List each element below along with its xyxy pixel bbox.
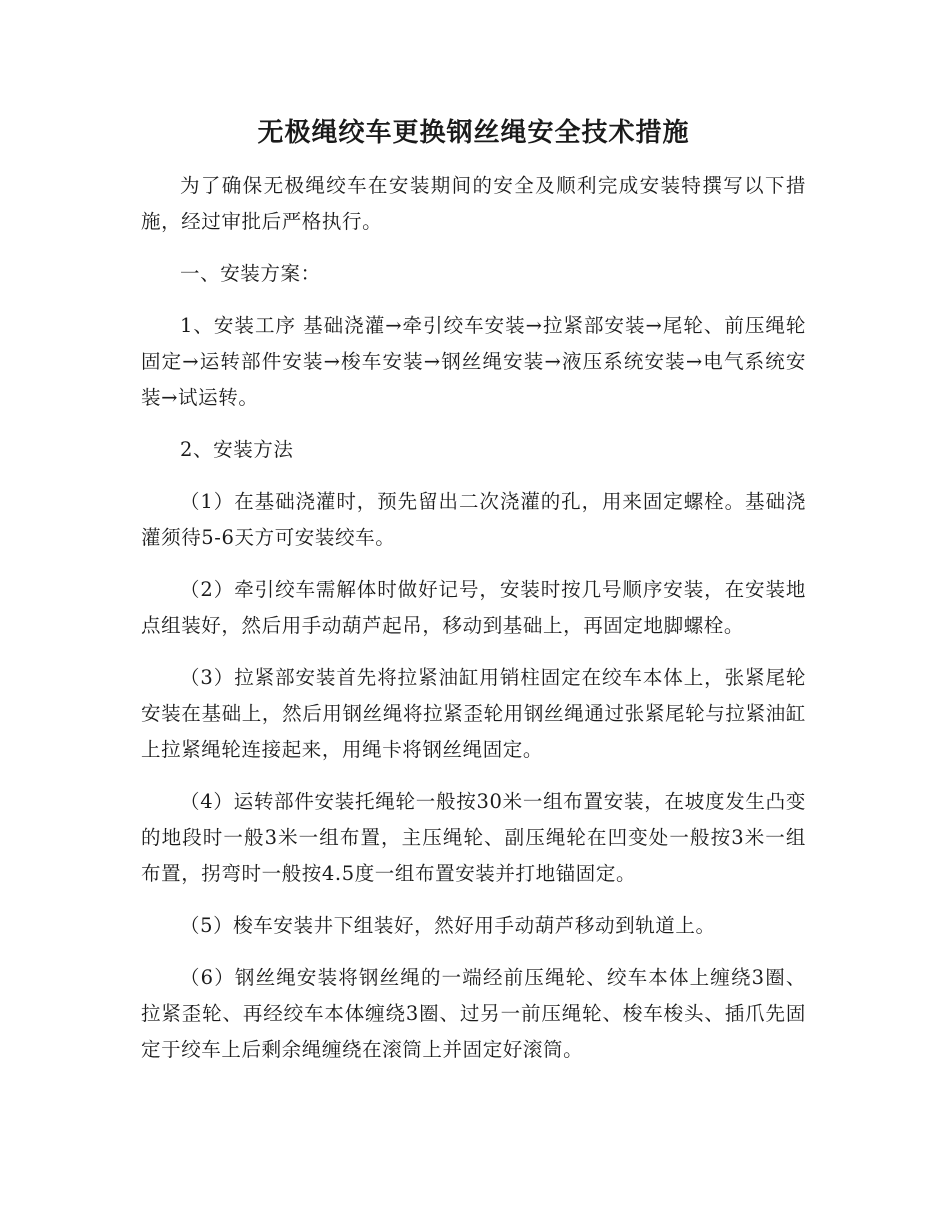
method-item-2: （2）牵引绞车需解体时做好记号，安装时按几号顺序安装，在安装地点组装好，然后用手动葫芦起吊，移动到基础上，再固定地脚螺栓。: [141, 578, 806, 637]
installation-procedure-paragraph: 1、安装工序 基础浇灌→牵引绞车安装→拉紧部安装→尾轮、前压绳轮固定→运转部件安装→梭车安装→钢丝绳安装→液压系统安装→电气系统安装→试运转。: [141, 314, 806, 409]
method-item-3: （3）拉紧部安装首先将拉紧油缸用销柱固定在绞车本体上，张紧尾轮安装在基础上，然后用钢丝绳将拉紧歪轮用钢丝绳通过张紧尾轮与拉紧油缸上拉紧绳轮连接起来，用绳卡将钢丝绳固定。: [141, 666, 806, 761]
section-heading-installation-plan: 一、安装方案：: [180, 262, 321, 285]
document-body: [141, 112, 806, 1068]
method-item-4: （4）运转部件安装托绳轮一般按30米一组布置安装，在坡度发生凸变的地段时一般3米一组布置，主压绳轮、副压绳轮在凹变处一般按3米一组布置，拐弯时一般按4.5度一组布置安装并打地锚固定。: [141, 790, 806, 885]
installation-method-heading: 2、安装方法: [180, 438, 294, 461]
document-title: 无极绳绞车更换钢丝绳安全技术措施: [257, 118, 690, 148]
method-item-6: （6）钢丝绳安装将钢丝绳的一端经前压绳轮、绞车本体上缠绕3圈、拉紧歪轮、再经绞车本体缠绕3圈、过另一前压绳轮、梭车梭头、插爪先固定于绞车上后剩余绳缠绕在滚筒上并固定好滚筒。: [141, 966, 806, 1061]
method-item-5: （5）梭车安装井下组装好，然好用手动葫芦移动到轨道上。: [180, 914, 716, 937]
method-item-1: （1）在基础浇灌时，预先留出二次浇灌的孔，用来固定螺栓。基础浇灌须待5-6天方可安装绞车。: [141, 490, 806, 549]
intro-paragraph: 为了确保无极绳绞车在安装期间的安全及顺利完成安装特撰写以下措施，经过审批后严格执行。: [141, 174, 806, 233]
